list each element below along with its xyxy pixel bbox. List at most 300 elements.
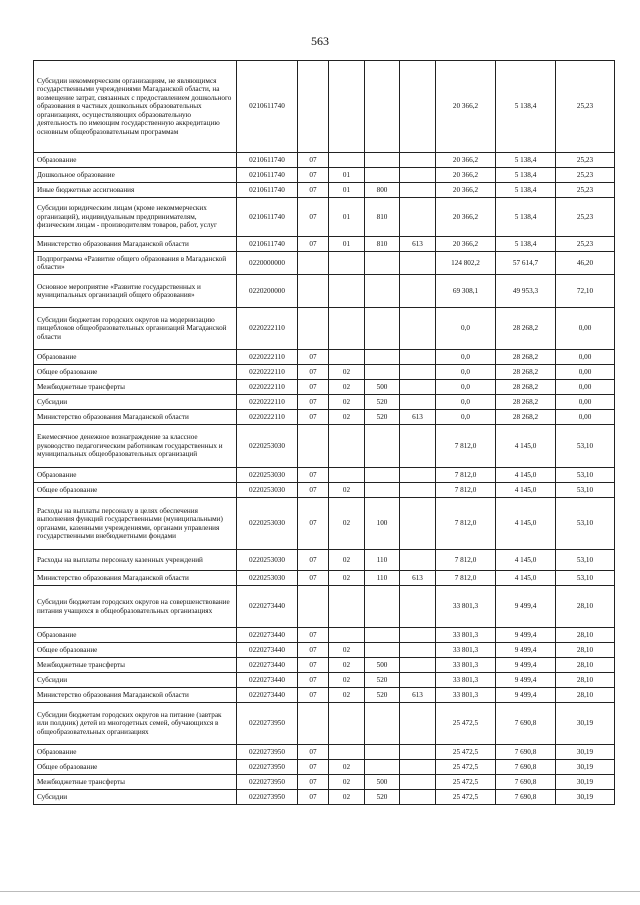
row-csr: 0210611740 bbox=[237, 198, 298, 237]
row-name: Межбюджетные трансферты bbox=[34, 380, 237, 395]
row-section: 07 bbox=[298, 628, 329, 643]
row-subsection: 02 bbox=[329, 498, 365, 550]
row-expense-type bbox=[365, 703, 400, 745]
row-percent: 25,23 bbox=[556, 198, 615, 237]
row-percent: 53,10 bbox=[556, 468, 615, 483]
row-subsection bbox=[329, 425, 365, 468]
row-plan: 69 308,1 bbox=[436, 275, 496, 308]
row-subsection: 01 bbox=[329, 168, 365, 183]
row-percent: 25,23 bbox=[556, 61, 615, 153]
row-subsection: 01 bbox=[329, 237, 365, 252]
row-section: 07 bbox=[298, 760, 329, 775]
row-expense-type: 810 bbox=[365, 198, 400, 237]
row-grbs bbox=[400, 628, 436, 643]
row-percent: 25,23 bbox=[556, 168, 615, 183]
row-executed: 7 690,8 bbox=[496, 703, 556, 745]
row-expense-type bbox=[365, 760, 400, 775]
row-expense-type bbox=[365, 168, 400, 183]
row-executed: 28 268,2 bbox=[496, 395, 556, 410]
row-name: Межбюджетные трансферты bbox=[34, 775, 237, 790]
row-expense-type: 800 bbox=[365, 183, 400, 198]
row-executed: 4 145,0 bbox=[496, 425, 556, 468]
row-expense-type bbox=[365, 628, 400, 643]
row-percent: 0,00 bbox=[556, 380, 615, 395]
row-subsection: 02 bbox=[329, 550, 365, 571]
row-executed: 9 499,4 bbox=[496, 673, 556, 688]
row-section: 07 bbox=[298, 571, 329, 586]
table-row bbox=[34, 790, 615, 805]
row-plan: 0,0 bbox=[436, 308, 496, 350]
row-grbs bbox=[400, 550, 436, 571]
row-executed: 5 138,4 bbox=[496, 61, 556, 153]
row-csr: 0220253030 bbox=[237, 550, 298, 571]
row-expense-type bbox=[365, 586, 400, 628]
row-plan: 0,0 bbox=[436, 395, 496, 410]
row-percent: 28,10 bbox=[556, 628, 615, 643]
row-subsection: 01 bbox=[329, 198, 365, 237]
row-executed: 7 690,8 bbox=[496, 790, 556, 805]
row-plan: 33 801,3 bbox=[436, 673, 496, 688]
row-subsection: 02 bbox=[329, 760, 365, 775]
row-name: Ежемесячное денежное вознаграждение за классное руководство педагогическим работникам государственных и муниципальных общеобразовательных организаций bbox=[34, 425, 237, 468]
row-percent: 28,10 bbox=[556, 643, 615, 658]
row-plan: 33 801,3 bbox=[436, 688, 496, 703]
row-subsection: 02 bbox=[329, 658, 365, 673]
row-percent: 53,10 bbox=[556, 483, 615, 498]
row-plan: 25 472,5 bbox=[436, 775, 496, 790]
row-subsection: 02 bbox=[329, 790, 365, 805]
row-expense-type: 500 bbox=[365, 380, 400, 395]
table-row bbox=[34, 586, 615, 628]
row-plan: 20 366,2 bbox=[436, 183, 496, 198]
row-subsection: 02 bbox=[329, 571, 365, 586]
row-executed: 5 138,4 bbox=[496, 183, 556, 198]
table-row bbox=[34, 688, 615, 703]
page-bottom-edge bbox=[0, 891, 640, 892]
row-plan: 20 366,2 bbox=[436, 198, 496, 237]
row-expense-type: 110 bbox=[365, 571, 400, 586]
row-executed: 9 499,4 bbox=[496, 586, 556, 628]
row-percent: 0,00 bbox=[556, 308, 615, 350]
row-subsection: 02 bbox=[329, 775, 365, 790]
row-subsection bbox=[329, 586, 365, 628]
row-subsection: 02 bbox=[329, 643, 365, 658]
row-expense-type: 520 bbox=[365, 790, 400, 805]
row-grbs bbox=[400, 380, 436, 395]
row-executed: 5 138,4 bbox=[496, 168, 556, 183]
row-section bbox=[298, 703, 329, 745]
row-plan: 33 801,3 bbox=[436, 586, 496, 628]
row-grbs bbox=[400, 760, 436, 775]
row-csr: 0220200000 bbox=[237, 275, 298, 308]
row-executed: 28 268,2 bbox=[496, 350, 556, 365]
row-subsection: 02 bbox=[329, 365, 365, 380]
row-csr: 0210611740 bbox=[237, 153, 298, 168]
row-percent: 53,10 bbox=[556, 425, 615, 468]
row-percent: 30,19 bbox=[556, 703, 615, 745]
row-subsection: 02 bbox=[329, 688, 365, 703]
table-row bbox=[34, 275, 615, 308]
row-executed: 5 138,4 bbox=[496, 237, 556, 252]
row-grbs bbox=[400, 425, 436, 468]
row-name: Общее образование bbox=[34, 760, 237, 775]
row-subsection: 01 bbox=[329, 183, 365, 198]
row-grbs bbox=[400, 658, 436, 673]
row-percent: 0,00 bbox=[556, 395, 615, 410]
row-grbs bbox=[400, 643, 436, 658]
row-percent: 28,10 bbox=[556, 673, 615, 688]
row-name: Субсидии bbox=[34, 790, 237, 805]
row-plan: 25 472,5 bbox=[436, 745, 496, 760]
row-section: 07 bbox=[298, 550, 329, 571]
row-csr: 0220222110 bbox=[237, 395, 298, 410]
row-grbs bbox=[400, 183, 436, 198]
row-grbs bbox=[400, 365, 436, 380]
row-expense-type: 500 bbox=[365, 775, 400, 790]
row-csr: 0220253030 bbox=[237, 425, 298, 468]
row-section: 07 bbox=[298, 168, 329, 183]
table-row bbox=[34, 658, 615, 673]
row-csr: 0220273950 bbox=[237, 790, 298, 805]
table-row bbox=[34, 745, 615, 760]
row-section: 07 bbox=[298, 365, 329, 380]
row-plan: 20 366,2 bbox=[436, 168, 496, 183]
row-expense-type: 100 bbox=[365, 498, 400, 550]
row-executed: 7 690,8 bbox=[496, 745, 556, 760]
row-subsection bbox=[329, 350, 365, 365]
row-plan: 25 472,5 bbox=[436, 790, 496, 805]
row-name: Подпрограмма «Развитие общего образования в Магаданской области» bbox=[34, 252, 237, 275]
row-executed: 9 499,4 bbox=[496, 688, 556, 703]
row-name: Субсидии bbox=[34, 673, 237, 688]
row-name: Основное мероприятие «Развитие государственных и муниципальных организаций общего образования» bbox=[34, 275, 237, 308]
row-expense-type bbox=[365, 365, 400, 380]
row-csr: 0220253030 bbox=[237, 468, 298, 483]
row-grbs bbox=[400, 308, 436, 350]
row-csr: 0220253030 bbox=[237, 498, 298, 550]
row-plan: 7 812,0 bbox=[436, 498, 496, 550]
row-plan: 33 801,3 bbox=[436, 658, 496, 673]
row-subsection: 02 bbox=[329, 395, 365, 410]
row-plan: 7 812,0 bbox=[436, 425, 496, 468]
row-grbs bbox=[400, 61, 436, 153]
row-name: Субсидии юридическим лицам (кроме некоммерческих организаций), индивидуальным предпринимателям, физическим лицам - производителям товаров, работ, услуг bbox=[34, 198, 237, 237]
row-executed: 49 953,3 bbox=[496, 275, 556, 308]
row-section: 07 bbox=[298, 183, 329, 198]
table-row bbox=[34, 308, 615, 350]
row-section: 07 bbox=[298, 775, 329, 790]
row-name: Общее образование bbox=[34, 643, 237, 658]
row-csr: 0220273440 bbox=[237, 658, 298, 673]
row-percent: 25,23 bbox=[556, 237, 615, 252]
table-row bbox=[34, 237, 615, 252]
row-expense-type: 500 bbox=[365, 658, 400, 673]
row-name: Субсидии бюджетам городских округов на совершенствование питания учащихся в общеобразовательных организациях bbox=[34, 586, 237, 628]
row-percent: 30,19 bbox=[556, 775, 615, 790]
row-percent: 0,00 bbox=[556, 350, 615, 365]
row-subsection: 02 bbox=[329, 380, 365, 395]
row-executed: 4 145,0 bbox=[496, 483, 556, 498]
row-csr: 0210611740 bbox=[237, 183, 298, 198]
row-section: 07 bbox=[298, 688, 329, 703]
row-csr: 0220222110 bbox=[237, 350, 298, 365]
row-subsection bbox=[329, 628, 365, 643]
row-name: Иные бюджетные ассигнования bbox=[34, 183, 237, 198]
row-plan: 0,0 bbox=[436, 350, 496, 365]
row-csr: 0220273440 bbox=[237, 586, 298, 628]
row-executed: 28 268,2 bbox=[496, 308, 556, 350]
row-name: Образование bbox=[34, 153, 237, 168]
row-csr: 0220222110 bbox=[237, 410, 298, 425]
row-section: 07 bbox=[298, 673, 329, 688]
table-row bbox=[34, 628, 615, 643]
row-grbs bbox=[400, 153, 436, 168]
row-expense-type bbox=[365, 483, 400, 498]
row-section bbox=[298, 275, 329, 308]
row-percent: 53,10 bbox=[556, 550, 615, 571]
table-row bbox=[34, 410, 615, 425]
row-section: 07 bbox=[298, 790, 329, 805]
row-grbs bbox=[400, 673, 436, 688]
table-row bbox=[34, 425, 615, 468]
row-subsection bbox=[329, 468, 365, 483]
row-grbs bbox=[400, 586, 436, 628]
row-percent: 28,10 bbox=[556, 658, 615, 673]
row-section: 07 bbox=[298, 498, 329, 550]
row-subsection bbox=[329, 61, 365, 153]
row-expense-type bbox=[365, 745, 400, 760]
row-percent: 30,19 bbox=[556, 790, 615, 805]
row-executed: 7 690,8 bbox=[496, 775, 556, 790]
row-grbs bbox=[400, 775, 436, 790]
row-expense-type: 520 bbox=[365, 395, 400, 410]
row-plan: 7 812,0 bbox=[436, 571, 496, 586]
row-subsection: 02 bbox=[329, 483, 365, 498]
table-row bbox=[34, 380, 615, 395]
row-expense-type bbox=[365, 643, 400, 658]
row-section: 07 bbox=[298, 658, 329, 673]
table-body bbox=[34, 61, 615, 805]
table-row bbox=[34, 703, 615, 745]
row-csr: 0220273440 bbox=[237, 643, 298, 658]
row-executed: 28 268,2 bbox=[496, 410, 556, 425]
row-section bbox=[298, 252, 329, 275]
row-section: 07 bbox=[298, 410, 329, 425]
row-csr: 0210611740 bbox=[237, 237, 298, 252]
row-csr: 0220222110 bbox=[237, 380, 298, 395]
row-subsection bbox=[329, 153, 365, 168]
row-grbs: 613 bbox=[400, 237, 436, 252]
row-csr: 0220273440 bbox=[237, 673, 298, 688]
row-expense-type bbox=[365, 350, 400, 365]
row-expense-type bbox=[365, 468, 400, 483]
table-row bbox=[34, 483, 615, 498]
row-section bbox=[298, 61, 329, 153]
table-row bbox=[34, 365, 615, 380]
row-plan: 20 366,2 bbox=[436, 153, 496, 168]
row-plan: 7 812,0 bbox=[436, 550, 496, 571]
row-percent: 28,10 bbox=[556, 586, 615, 628]
row-grbs bbox=[400, 350, 436, 365]
table-row bbox=[34, 571, 615, 586]
row-grbs bbox=[400, 498, 436, 550]
table-row bbox=[34, 61, 615, 153]
row-name: Министерство образования Магаданской области bbox=[34, 237, 237, 252]
row-section: 07 bbox=[298, 483, 329, 498]
row-csr: 0220000000 bbox=[237, 252, 298, 275]
table-row bbox=[34, 550, 615, 571]
row-csr: 0220273440 bbox=[237, 628, 298, 643]
row-csr: 0220222110 bbox=[237, 365, 298, 380]
row-percent: 25,23 bbox=[556, 183, 615, 198]
row-csr: 0220222110 bbox=[237, 308, 298, 350]
row-plan: 0,0 bbox=[436, 365, 496, 380]
row-csr: 0220273950 bbox=[237, 760, 298, 775]
row-executed: 28 268,2 bbox=[496, 380, 556, 395]
row-plan: 20 366,2 bbox=[436, 237, 496, 252]
row-plan: 7 812,0 bbox=[436, 468, 496, 483]
row-grbs bbox=[400, 483, 436, 498]
row-csr: 0220253030 bbox=[237, 571, 298, 586]
row-plan: 25 472,5 bbox=[436, 703, 496, 745]
row-plan: 124 802,2 bbox=[436, 252, 496, 275]
row-section: 07 bbox=[298, 643, 329, 658]
row-section: 07 bbox=[298, 237, 329, 252]
row-name: Субсидии бюджетам городских округов на питание (завтрак или полдник) детей из многодетных семей, обучающихся в общеобразовательных организациях bbox=[34, 703, 237, 745]
row-percent: 0,00 bbox=[556, 410, 615, 425]
row-percent: 53,10 bbox=[556, 498, 615, 550]
row-plan: 25 472,5 bbox=[436, 760, 496, 775]
row-section: 07 bbox=[298, 153, 329, 168]
row-grbs bbox=[400, 395, 436, 410]
row-name: Дошкольное образование bbox=[34, 168, 237, 183]
row-subsection bbox=[329, 308, 365, 350]
row-executed: 9 499,4 bbox=[496, 628, 556, 643]
row-expense-type: 810 bbox=[365, 237, 400, 252]
row-section bbox=[298, 425, 329, 468]
row-csr: 0220273440 bbox=[237, 688, 298, 703]
row-percent: 30,19 bbox=[556, 745, 615, 760]
row-subsection bbox=[329, 703, 365, 745]
row-percent: 53,10 bbox=[556, 571, 615, 586]
row-expense-type bbox=[365, 153, 400, 168]
row-name: Общее образование bbox=[34, 483, 237, 498]
row-plan: 0,0 bbox=[436, 410, 496, 425]
row-subsection bbox=[329, 252, 365, 275]
row-plan: 33 801,3 bbox=[436, 643, 496, 658]
row-grbs bbox=[400, 198, 436, 237]
table-row bbox=[34, 498, 615, 550]
row-grbs bbox=[400, 252, 436, 275]
row-csr: 0210611740 bbox=[237, 61, 298, 153]
table-row bbox=[34, 643, 615, 658]
row-grbs bbox=[400, 790, 436, 805]
row-section: 07 bbox=[298, 745, 329, 760]
row-subsection bbox=[329, 275, 365, 308]
row-expense-type bbox=[365, 308, 400, 350]
row-percent: 25,23 bbox=[556, 153, 615, 168]
row-name: Субсидии некоммерческим организациям, не являющимся государственными учреждениями Магаданской области, на возмещение затрат, связанных с предоставлением дошкольного образования в частных дошкольных образовательных организациях, осуществляющих образовательную деятельность по имеющим государственную аккредитацию основным общеобразовательным программам bbox=[34, 61, 237, 153]
row-section: 07 bbox=[298, 468, 329, 483]
row-expense-type: 520 bbox=[365, 673, 400, 688]
row-name: Образование bbox=[34, 468, 237, 483]
row-grbs: 613 bbox=[400, 571, 436, 586]
row-plan: 33 801,3 bbox=[436, 628, 496, 643]
row-executed: 9 499,4 bbox=[496, 643, 556, 658]
row-csr: 0220253030 bbox=[237, 483, 298, 498]
row-section: 07 bbox=[298, 395, 329, 410]
row-percent: 72,10 bbox=[556, 275, 615, 308]
row-executed: 7 690,8 bbox=[496, 760, 556, 775]
row-plan: 0,0 bbox=[436, 380, 496, 395]
row-percent: 46,20 bbox=[556, 252, 615, 275]
row-csr: 0210611740 bbox=[237, 168, 298, 183]
row-executed: 5 138,4 bbox=[496, 198, 556, 237]
row-executed: 57 614,7 bbox=[496, 252, 556, 275]
row-executed: 9 499,4 bbox=[496, 658, 556, 673]
row-plan: 20 366,2 bbox=[436, 61, 496, 153]
row-name: Субсидии бюджетам городских округов на модернизацию пищеблоков общеобразовательных организаций Магаданской области bbox=[34, 308, 237, 350]
row-name: Образование bbox=[34, 628, 237, 643]
row-name: Министерство образования Магаданской области bbox=[34, 571, 237, 586]
budget-execution-table bbox=[33, 60, 615, 805]
row-expense-type bbox=[365, 61, 400, 153]
row-csr: 0220273950 bbox=[237, 703, 298, 745]
row-csr: 0220273950 bbox=[237, 745, 298, 760]
row-percent: 0,00 bbox=[556, 365, 615, 380]
row-executed: 28 268,2 bbox=[496, 365, 556, 380]
row-grbs: 613 bbox=[400, 410, 436, 425]
row-expense-type bbox=[365, 252, 400, 275]
row-name: Расходы на выплаты персоналу казенных учреждений bbox=[34, 550, 237, 571]
row-executed: 4 145,0 bbox=[496, 550, 556, 571]
row-percent: 28,10 bbox=[556, 688, 615, 703]
row-grbs: 613 bbox=[400, 688, 436, 703]
row-executed: 4 145,0 bbox=[496, 468, 556, 483]
row-percent: 30,19 bbox=[556, 760, 615, 775]
table-row bbox=[34, 153, 615, 168]
row-section bbox=[298, 308, 329, 350]
row-subsection: 02 bbox=[329, 410, 365, 425]
row-section: 07 bbox=[298, 198, 329, 237]
row-grbs bbox=[400, 275, 436, 308]
table-row bbox=[34, 468, 615, 483]
row-subsection bbox=[329, 745, 365, 760]
row-name: Межбюджетные трансферты bbox=[34, 658, 237, 673]
row-executed: 5 138,4 bbox=[496, 153, 556, 168]
row-name: Общее образование bbox=[34, 365, 237, 380]
table-row bbox=[34, 198, 615, 237]
row-executed: 4 145,0 bbox=[496, 498, 556, 550]
table-row bbox=[34, 395, 615, 410]
table-row bbox=[34, 252, 615, 275]
page-number: 563 bbox=[311, 34, 329, 48]
row-expense-type: 110 bbox=[365, 550, 400, 571]
row-section: 07 bbox=[298, 350, 329, 365]
row-csr: 0220273950 bbox=[237, 775, 298, 790]
table-row bbox=[34, 168, 615, 183]
row-name: Образование bbox=[34, 350, 237, 365]
row-name: Расходы на выплаты персоналу в целях обеспечения выполнения функций государственными (муниципальными) органами, казенными учреждениями, органами управления государственными внебюджетными фондами bbox=[34, 498, 237, 550]
row-plan: 7 812,0 bbox=[436, 483, 496, 498]
row-name: Субсидии bbox=[34, 395, 237, 410]
row-grbs bbox=[400, 168, 436, 183]
row-section: 07 bbox=[298, 380, 329, 395]
row-grbs bbox=[400, 703, 436, 745]
table-row bbox=[34, 775, 615, 790]
row-expense-type: 520 bbox=[365, 410, 400, 425]
row-subsection: 02 bbox=[329, 673, 365, 688]
